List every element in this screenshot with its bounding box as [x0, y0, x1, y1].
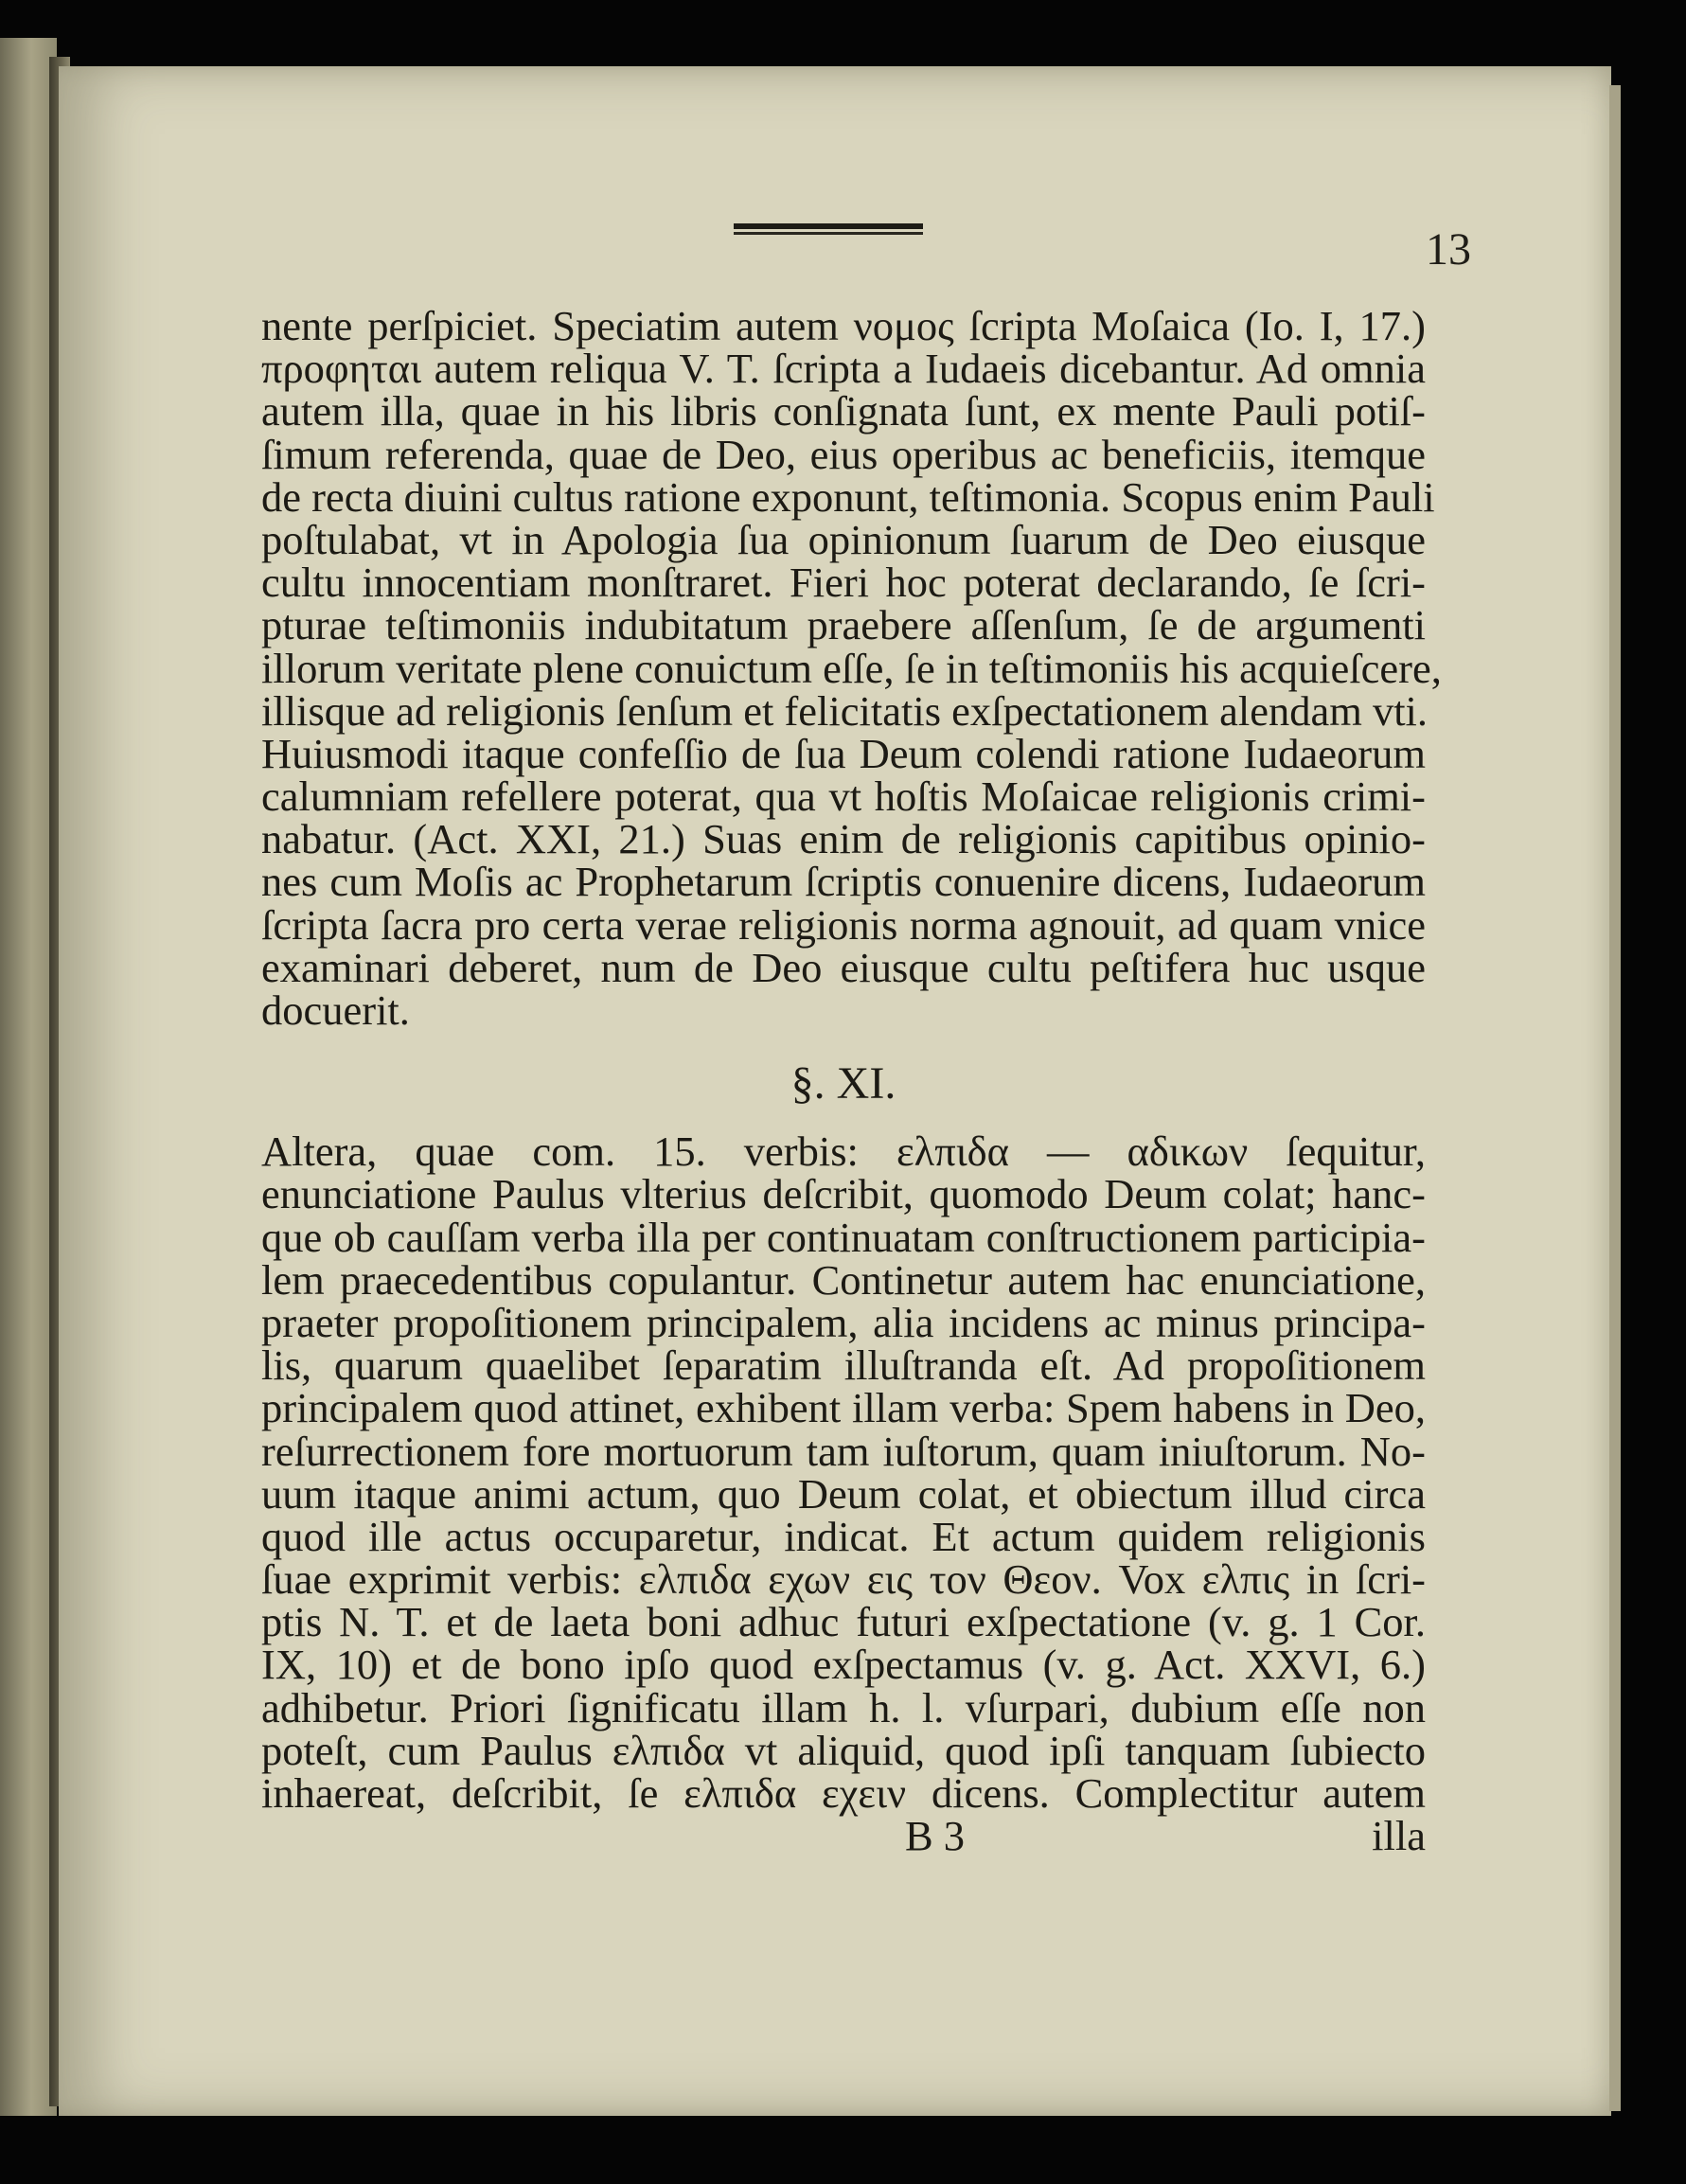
signature-mark: B 3	[905, 1812, 966, 1860]
text-line: ſimum referenda, quae de Deo, eius operibus ac beneficiis, itemque	[261, 430, 1426, 478]
text-line: pturae teſtimoniis indubitatum praebere aſſenſum, ſe de argumenti	[261, 601, 1426, 649]
paragraph-1	[261, 302, 1442, 1034]
text-line: reſurrectionem fore mortuorum tam iuſtorum, quam iniuſtorum. No-	[261, 1427, 1426, 1475]
section-heading: §. XI.	[790, 1058, 896, 1110]
text-line: cultu innocentiam monſtraret. Fieri hoc poterat declarando, ſe ſcri-	[261, 559, 1426, 607]
text-line: illorum veritate plene conuictum eſſe, ſe in teſtimoniis his acquieſcere,	[261, 644, 1442, 692]
text-line: calumniam refellere poterat, qua vt hoſtis Moſaicae religionis crimi-	[261, 772, 1426, 821]
text-line: que ob cauſſam verba illa per continuatam conſtructionem participia-	[261, 1213, 1426, 1261]
text-line: poteſt, cum Paulus ελπιδα vt aliquid, quod ipſi tanquam ſubiecto	[261, 1726, 1426, 1774]
text-line: nente perſpiciet. Speciatim autem νομος ſcripta Moſaica (Io. I, 17.)	[261, 302, 1426, 349]
page-fore-edge	[1609, 85, 1621, 2111]
text-line: IX, 10) et de bono ipſo quod exſpectamus (v. g. Act. XXVI, 6.)	[261, 1641, 1426, 1689]
text-line: docuerit.	[261, 986, 410, 1034]
text-line: nes cum Moſis ac Prophetarum ſcriptis conuenire dicens, Iudaeorum	[261, 858, 1426, 906]
text-line: quod ille actus occuparetur, indicat. Et actum quidem religionis	[261, 1512, 1426, 1560]
text-line: ptis N. T. et de laeta boni adhuc futuri exſpectatione (v. g. 1 Cor.	[261, 1598, 1426, 1646]
text-line: ſuae exprimit verbis: ελπιδα εχων εις τον Θεον. Vox ελπις in ſcri-	[261, 1555, 1426, 1604]
text-line: adhibetur. Priori ſignificatu illam h. l. vſurpari, dubium eſſe non	[261, 1683, 1426, 1731]
text-line: Huiusmodi itaque confeſſio de ſua Deum colendi ratione Iudaeorum	[261, 729, 1426, 777]
text-line: lem praecedentibus copulantur. Continetur autem hac enunciatione,	[261, 1255, 1426, 1304]
facing-page-edge	[0, 38, 57, 2116]
text-line: de recta diuini cultus ratione exponunt, teſtimonia. Scopus enim Pauli	[261, 472, 1435, 521]
page-number: 13	[1426, 224, 1471, 275]
paragraph-2	[261, 1130, 1426, 1815]
text-line: uum itaque animi actum, quo Deum colat, et obiectum illud circa	[261, 1469, 1426, 1518]
text-line: illisque ad religionis ſenſum et felicitatis exſpectationem alendam vti.	[261, 686, 1429, 735]
page-text	[261, 302, 1442, 1860]
text-line: lis, quarum quaelibet ſeparatim illuſtranda eſt. Ad propoſitionem	[261, 1341, 1426, 1390]
catchword: illa	[1372, 1812, 1426, 1860]
text-line: praeter propoſitionem principalem, alia incidens ac minus principa-	[261, 1298, 1426, 1346]
text-line: autem illa, quae in his libris conſignata ſunt, ex mente Pauli potiſ-	[261, 387, 1426, 435]
text-line: inhaereat, deſcribit, ſe ελπιδα εχειν dicens. Complectitur autem	[261, 1769, 1426, 1817]
text-line: Altera, quae com. 15. verbis: ελπιδα — αδικων ſequitur,	[261, 1128, 1426, 1176]
text-line: examinari deberet, num de Deo eiusque cultu peſtifera huc usque	[261, 943, 1426, 991]
text-line: nabatur. (Act. XXI, 21.) Suas enim de religionis capitibus opinio-	[261, 815, 1426, 863]
text-line: προφηται autem reliqua V. T. ſcripta a Iudaeis dicebantur. Ad omnia	[261, 345, 1426, 393]
text-line: enunciatione Paulus vlterius deſcribit, quomodo Deum colat; hanc-	[261, 1170, 1426, 1218]
header-rule	[734, 223, 923, 239]
page-footer	[261, 1812, 1426, 1860]
text-line: ſcripta ſacra pro certa verae religionis norma agnouit, ad quam vnice	[261, 900, 1426, 949]
text-line: poſtulabat, vt in Apologia ſua opinionum ſuarum de Deo eiusque	[261, 515, 1426, 563]
text-line: principalem quod attinet, exhibent illam verba: Spem habens in Deo,	[261, 1384, 1426, 1432]
